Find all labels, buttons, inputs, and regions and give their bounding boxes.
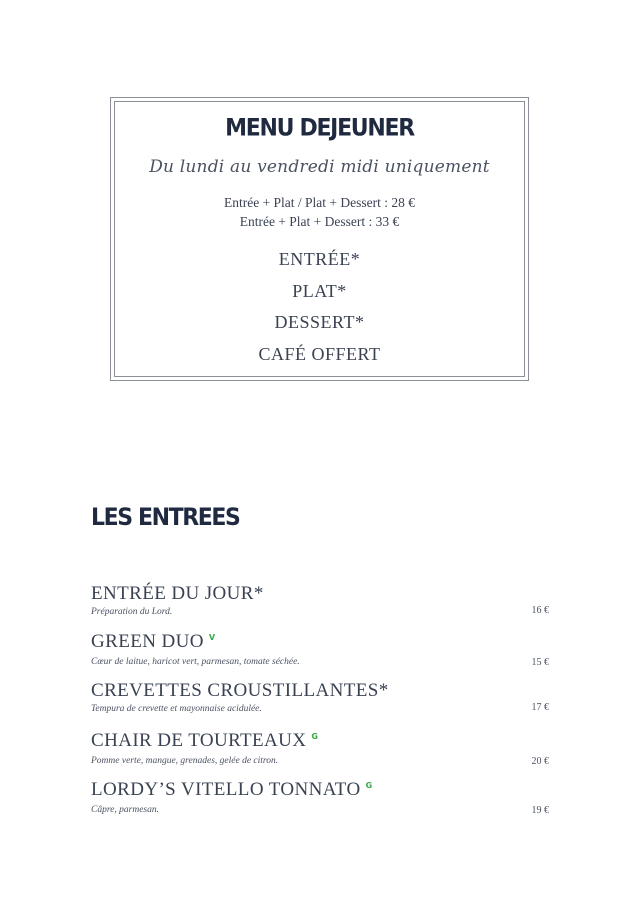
menu-item-price: 19 € [531, 805, 549, 816]
menu-item-name [91, 680, 389, 702]
lunch-menu-box [110, 97, 529, 381]
lunch-menu-title: MENU DEJEUNER [225, 115, 414, 142]
menu-item-description: Préparation du Lord. [91, 607, 173, 617]
lunch-price-line: Entrée + Plat + Dessert : 33 € [239, 214, 400, 229]
menu-item-price: 15 € [531, 657, 549, 668]
menu-item-description: Tempura de crevette et mayonnaise acidulée. [91, 704, 262, 714]
menu-item-description: Câpre, parmesan. [91, 805, 159, 815]
menu-item [91, 631, 550, 671]
lunch-course-plat: PLAT* [292, 281, 347, 301]
menu-item-name-text: CHAIR DE TOURTEAUX [91, 730, 307, 751]
menu-item-description: Cœur de laitue, haricot vert, parmesan, tomate séchée. [91, 657, 300, 667]
section-title-entrees: LES ENTREES [91, 504, 240, 532]
lunch-course-dessert: DESSERT* [274, 312, 365, 332]
menu-item-price: 17 € [531, 702, 549, 713]
menu-item-name [91, 730, 318, 752]
menu-item-description: Pomme verte, mangue, grenades, gelée de citron. [91, 756, 279, 766]
menu-item-price: 20 € [531, 756, 549, 767]
gluten-free-badge: G [311, 732, 318, 741]
lunch-price-line: Entrée + Plat / Plat + Dessert : 28 € [223, 195, 416, 210]
menu-item-name-text: GREEN DUO [91, 631, 204, 652]
vegetarian-badge: V [208, 633, 216, 642]
lunch-menu-inner-border [114, 101, 525, 377]
menu-item [91, 730, 550, 770]
menu-item-name [91, 583, 264, 605]
gluten-free-badge: G [365, 781, 373, 790]
menu-item-name-text: LORDY’S VITELLO TONNATO [91, 779, 361, 800]
menu-item [91, 779, 550, 819]
menu-item-price: 16 € [531, 605, 549, 616]
menu-item-name-text: ENTRÉE DU JOUR* [91, 583, 264, 604]
menu-item-name [91, 631, 215, 653]
lunch-course-entree: ENTRÉE* [278, 249, 361, 269]
menu-item-name [91, 779, 372, 801]
menu-item [91, 583, 550, 623]
menu-item-name-text: CREVETTES CROUSTILLANTES* [91, 680, 389, 701]
lunch-menu-subtitle: Du lundi au vendredi midi uniquement [149, 157, 490, 177]
lunch-course-cafe: CAFÉ OFFERT [258, 344, 381, 364]
menu-item [91, 680, 550, 720]
